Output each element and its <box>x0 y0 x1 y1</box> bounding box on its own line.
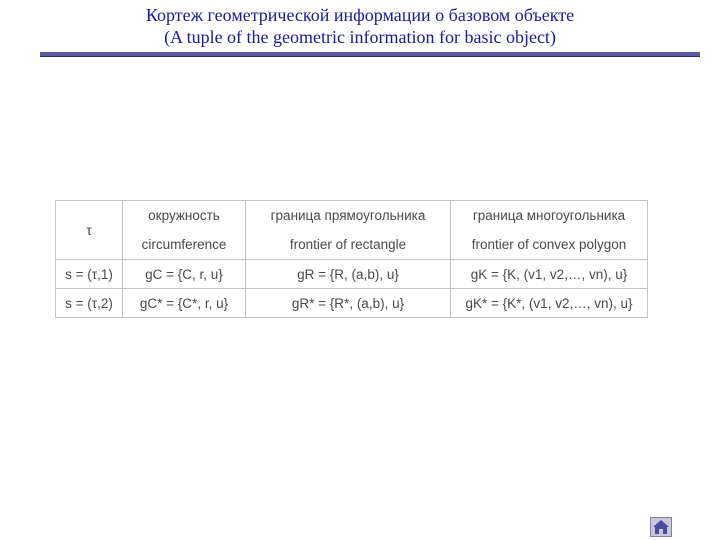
row-circle-cell: gC* = {C*, r, u} <box>123 289 246 318</box>
table-row <box>56 260 648 289</box>
row-s-cell: s = (τ,1) <box>56 260 123 289</box>
table-header-row <box>56 201 648 260</box>
home-icon <box>652 519 670 535</box>
header-tau: τ <box>56 201 123 260</box>
header-poly-en: frontier of convex polygon <box>471 237 627 252</box>
title-line-english: (A tuple of the geometric information for basic object) <box>164 27 556 47</box>
header-rectangle <box>246 201 451 260</box>
header-circle-ru: окружность <box>148 208 220 223</box>
home-nav-button[interactable] <box>650 517 672 537</box>
row-circle-cell: gC = {C, r, u} <box>123 260 246 289</box>
header-rect-en: frontier of rectangle <box>289 237 407 252</box>
title-line-russian: Кортеж геометрической информации о базовом объекте <box>145 5 575 25</box>
row-poly-cell: gK = {K, (v1, v2,…, vn), u} <box>451 260 648 289</box>
header-polygon <box>451 201 648 260</box>
row-s-cell: s = (τ,2) <box>56 289 123 318</box>
row-poly-cell: gK* = {K*, (v1, v2,…, vn), u} <box>451 289 648 318</box>
header-circumference <box>123 201 246 260</box>
title-underline <box>40 52 700 57</box>
header-circle-en: circumference <box>141 237 227 252</box>
geometric-tuple-table <box>55 200 648 318</box>
row-rect-cell: gR = {R, (a,b), u} <box>246 260 451 289</box>
slide-title <box>0 4 720 48</box>
header-poly-ru: граница многоугольника <box>472 208 626 223</box>
header-rect-ru: граница прямоугольника <box>270 208 426 223</box>
table-row <box>56 289 648 318</box>
row-rect-cell: gR* = {R*, (a,b), u} <box>246 289 451 318</box>
